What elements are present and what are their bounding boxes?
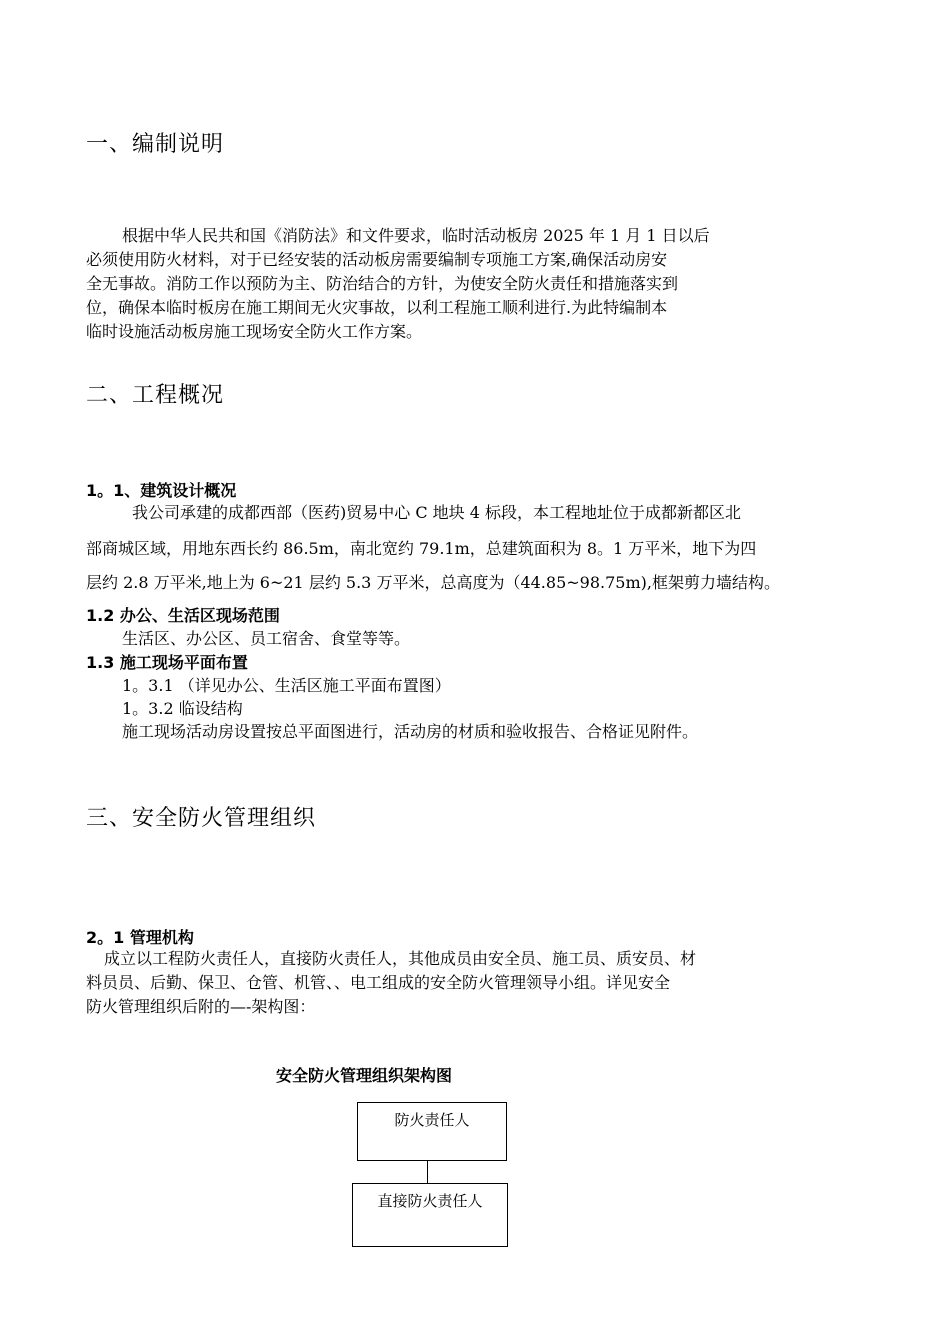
subsection-1-2-title: 1.2 办公、生活区现场范围	[86, 606, 280, 625]
subsection-1-1-line: 层约 2.8 万平米,地上为 6~21 层约 5.3 万平米，总高度为（44.85~98.75m),框架剪力墙结构。	[86, 573, 780, 592]
paragraph-line: 必须使用防火材料，对于已经安装的活动板房需要编制专项施工方案,确保活动房安	[86, 250, 668, 269]
paragraph-line: 位，确保本临时板房在施工期间无火灾事故，以利工程施工顺利进行.为此特编制本	[86, 298, 668, 317]
subsection-1-1-title: 1。1、建筑设计概况	[86, 481, 237, 500]
paragraph-line: 根据中华人民共和国《消防法》和文件要求，临时活动板房 2025 年 1 月 1 日以后	[122, 226, 710, 245]
section-1-title: 一、编制说明	[86, 132, 225, 157]
org-box-direct-fire-responsible	[352, 1183, 508, 1247]
org-box-label: 直接防火责任人	[377, 1192, 483, 1210]
subsection-1-3-text: 施工现场活动房设置按总平面图进行，活动房的材质和验收报告、合格证见附件。	[122, 722, 699, 741]
section-2-title: 二、工程概况	[86, 383, 225, 408]
section-3-title: 三、安全防火管理组织	[86, 806, 317, 831]
paragraph-line: 全无事故。消防工作以预防为主、防治结合的方针，为使安全防火责任和措施落实到	[86, 274, 679, 293]
subsection-1-3-title: 1.3 施工现场平面布置	[86, 653, 248, 672]
subsection-1-2-text: 生活区、办公区、员工宿舍、食堂等等。	[122, 629, 411, 648]
section-1-paragraph	[86, 224, 866, 344]
subsection-2-1-title: 2。1 管理机构	[86, 928, 194, 947]
paragraph-line: 临时设施活动板房施工现场安全防火工作方案。	[86, 322, 423, 341]
org-box-fire-responsible	[357, 1102, 507, 1161]
subsection-1-1-line: 我公司承建的成都西部（医药)贸易中心 C 地块 4 标段，本工程地址位于成都新都区北	[132, 503, 742, 522]
subsection-1-3-item: 1。3.1 （详见办公、生活区施工平面布置图）	[122, 676, 451, 695]
subsection-2-1-line: 防火管理组织后附的—-架构图：	[86, 997, 316, 1016]
org-box-label: 防火责任人	[394, 1111, 470, 1129]
subsection-2-1-line: 成立以工程防火责任人，直接防火责任人，其他成员由安全员、施工员、质安员、材	[104, 949, 697, 968]
subsection-2-1-line: 料员员、后勤、保卫、仓管、机管、、电工组成的安全防火管理领导小组。详见安全	[86, 973, 671, 992]
subsection-1-1-line: 部商城区域，用地东西长约 86.5m，南北宽约 79.1m，总建筑面积为 8。1 万平米，地下为四	[86, 539, 757, 558]
subsection-1-3-item: 1。3.2 临设结构	[122, 699, 243, 718]
org-connector-line	[427, 1161, 428, 1183]
org-chart-title: 安全防火管理组织架构图	[276, 1066, 453, 1085]
